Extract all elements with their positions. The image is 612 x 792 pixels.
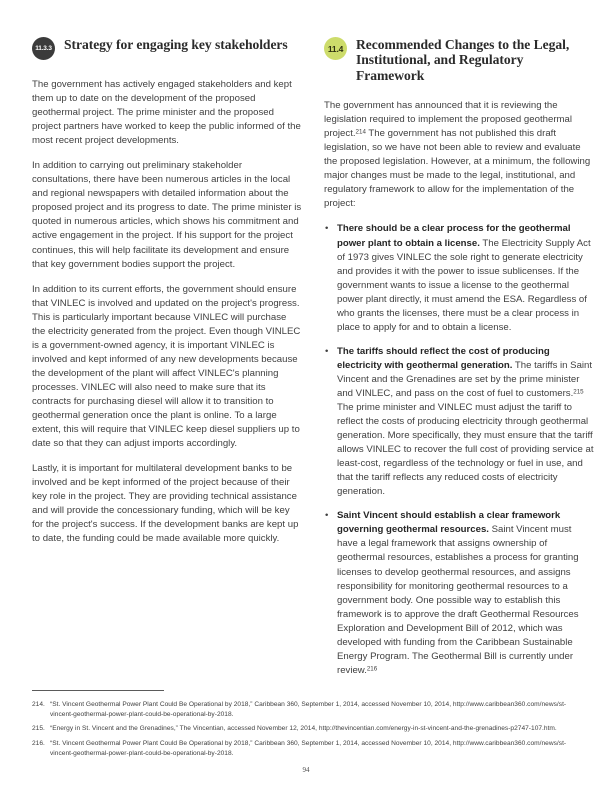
footnote [32,700,588,720]
section-heading-11-4 [324,36,594,83]
section-number-badge: 11.3.3 [32,37,55,60]
right-column [324,36,594,678]
left-column [32,36,302,546]
bullet-body-continued: The prime minister and VINLEC must adjust the tariff to reflect the costs of producing electricity through geothermal generation. More specifically, they must ensure that the tariff allows VINLEC to recover the full cost of providing service at least-cost, regardless of the technology or fuel in use, and that the tariff reflects any reduced costs of electricity generation. [337,402,594,498]
paragraph: In addition to carrying out preliminary stakeholder consultations, there have been numerous articles in the local and regional newspapers with detailed information about the proposed project and its progress to date. The prime minister is quoted in numerous articles, which shows his commitment and active engagement in the project. If his support for the project continues, this will help facilitate its development and ensure that key government bodies support the project. [32,160,302,270]
footnote [32,739,588,759]
bullet-lead-in: There should be a clear process for the geothermal power plant to obtain a license. [337,223,571,249]
paragraph: In addition to its current efforts, the government should ensure that VINLEC is involved and updated on the project's progress. This is particularly important because VINLEC will purchase the electricity generated from the project. Even though VINLEC is a government-owned agency, it is important VINLEC is involved and kept informed of any new developments because the development of the plant will affect VINLEC's planning processes. VINLEC will also need to make sure that its contracts for purchasing diesel will allow it to transition to geothermal generation once the plant is online. To a large extent, this will require that VINLEC keep diesel suppliers up to date so that they can adjust imports accordingly. [32,283,301,450]
intro-text-after-note: The government has not published this draft legislation, so we have not been able to review and evaluate the proposed legislation. However, at a minimum, the following major changes must be made to the legal, institutional, and regulatory framework to allow for the implementation of the project: [324,128,591,210]
bullet-body: The tariffs in Saint Vincent and the Grenadines are set by the prime minister and VINLEC, and pass on the cost of fuel to customers. [337,359,593,399]
page-number: 94 [302,766,310,774]
footnote-text: “St. Vincent Geothermal Power Plant Could Be Operational by 2018,” Caribbean 360, September 1, 2014, accessed November 10, 2014, http://www.caribbean360.com/news/st-vincent-geothermal-power-plant-could-be-operational-by-2018. [50,739,567,757]
footnote-number: 215. [32,725,45,733]
footnote-number: 216. [32,739,45,747]
list-item [324,509,594,678]
paragraph: The government has actively engaged stakeholders and kept them up to date on the development of the proposed geothermal project. The prime minister and the proposed project partners have worked to keep the public informed of the most recent project developments. [32,79,301,147]
bullet-lead-in: Saint Vincent should establish a clear framework governing geothermal resources. [337,510,561,536]
bullet-body: The Electricity Supply Act of 1973 gives VINLEC the sole right to generate electricity and provides it with the power to issue sublicenses. If the government wants to issue a license to the geothermal power plant directly, it must amend the ESA. Regardless of who grants the licenses, there must be a clear process in place to apply for and to obtain a license. [337,237,591,333]
list-item [324,345,594,500]
page-title: Strategy for engaging key stakeholders [64,37,288,52]
recommendation-list [324,222,594,677]
footnotes-section [32,690,588,763]
section-title: Recommended Changes to the Legal, Institutional, and Regulatory Framework [356,37,570,83]
footnote-text: “St. Vincent Geothermal Power Plant Could Be Operational by 2018,” Caribbean 360, September 1, 2014, accessed November 10, 2014, http://www.caribbean360.com/news/st-vincent-geothermal-power-plant-could-be-operational-by-2018. [50,701,567,719]
footnote-separator-rule [32,690,164,691]
section-heading-11-3-3 [32,36,302,62]
footnote-ref-214[interactable]: 214 [355,128,366,136]
bullet-lead-in: The tariffs should reflect the cost of producing electricity with geothermal generation. [337,345,550,371]
bullet-body: Saint Vincent must have a legal framework that assigns ownership of geothermal resources, establishes a process for granting licenses to develop geothermal resources, and assigns responsibility for monitoring geothermal resources to a government body. One possible way to establish this framework is to approve the draft Geothermal Resources Exploration and Development Bill of 2012, which was developed with funding from the Caribbean Sustainable Energy Program. The Geothermal Bill is currently under review. [337,524,579,676]
intro-text-before-note: The government has announced that it is reviewing the legislation required to implement the proposed geothermal project. [324,100,573,140]
list-item [324,222,594,334]
footnote [32,724,588,734]
section-number-badge: 11.4 [324,37,347,60]
footnote-ref-216[interactable]: 216 [366,665,378,673]
two-column-layout [32,36,594,678]
footnote-ref-215[interactable]: 215 [573,388,584,396]
footnote-number: 214. [32,701,45,708]
footnote-text: “Energy in St. Vincent and the Grenadines,” The Vincentian, accessed November 12, 2014, http://thevincentian.com/energy-in-st-vincent-and-the-grenadines-p2747-107.htm. [50,725,557,733]
intro-paragraph [324,99,594,211]
paragraph: Lastly, it is important for multilateral development banks to be involved and be kept informed of the project because of their key role in the project. They are providing technical assistance and will provide the concessionary funding, which will be key for the project's success. If the development banks are kept up to date, the funding could be made available more quickly. [32,463,299,545]
